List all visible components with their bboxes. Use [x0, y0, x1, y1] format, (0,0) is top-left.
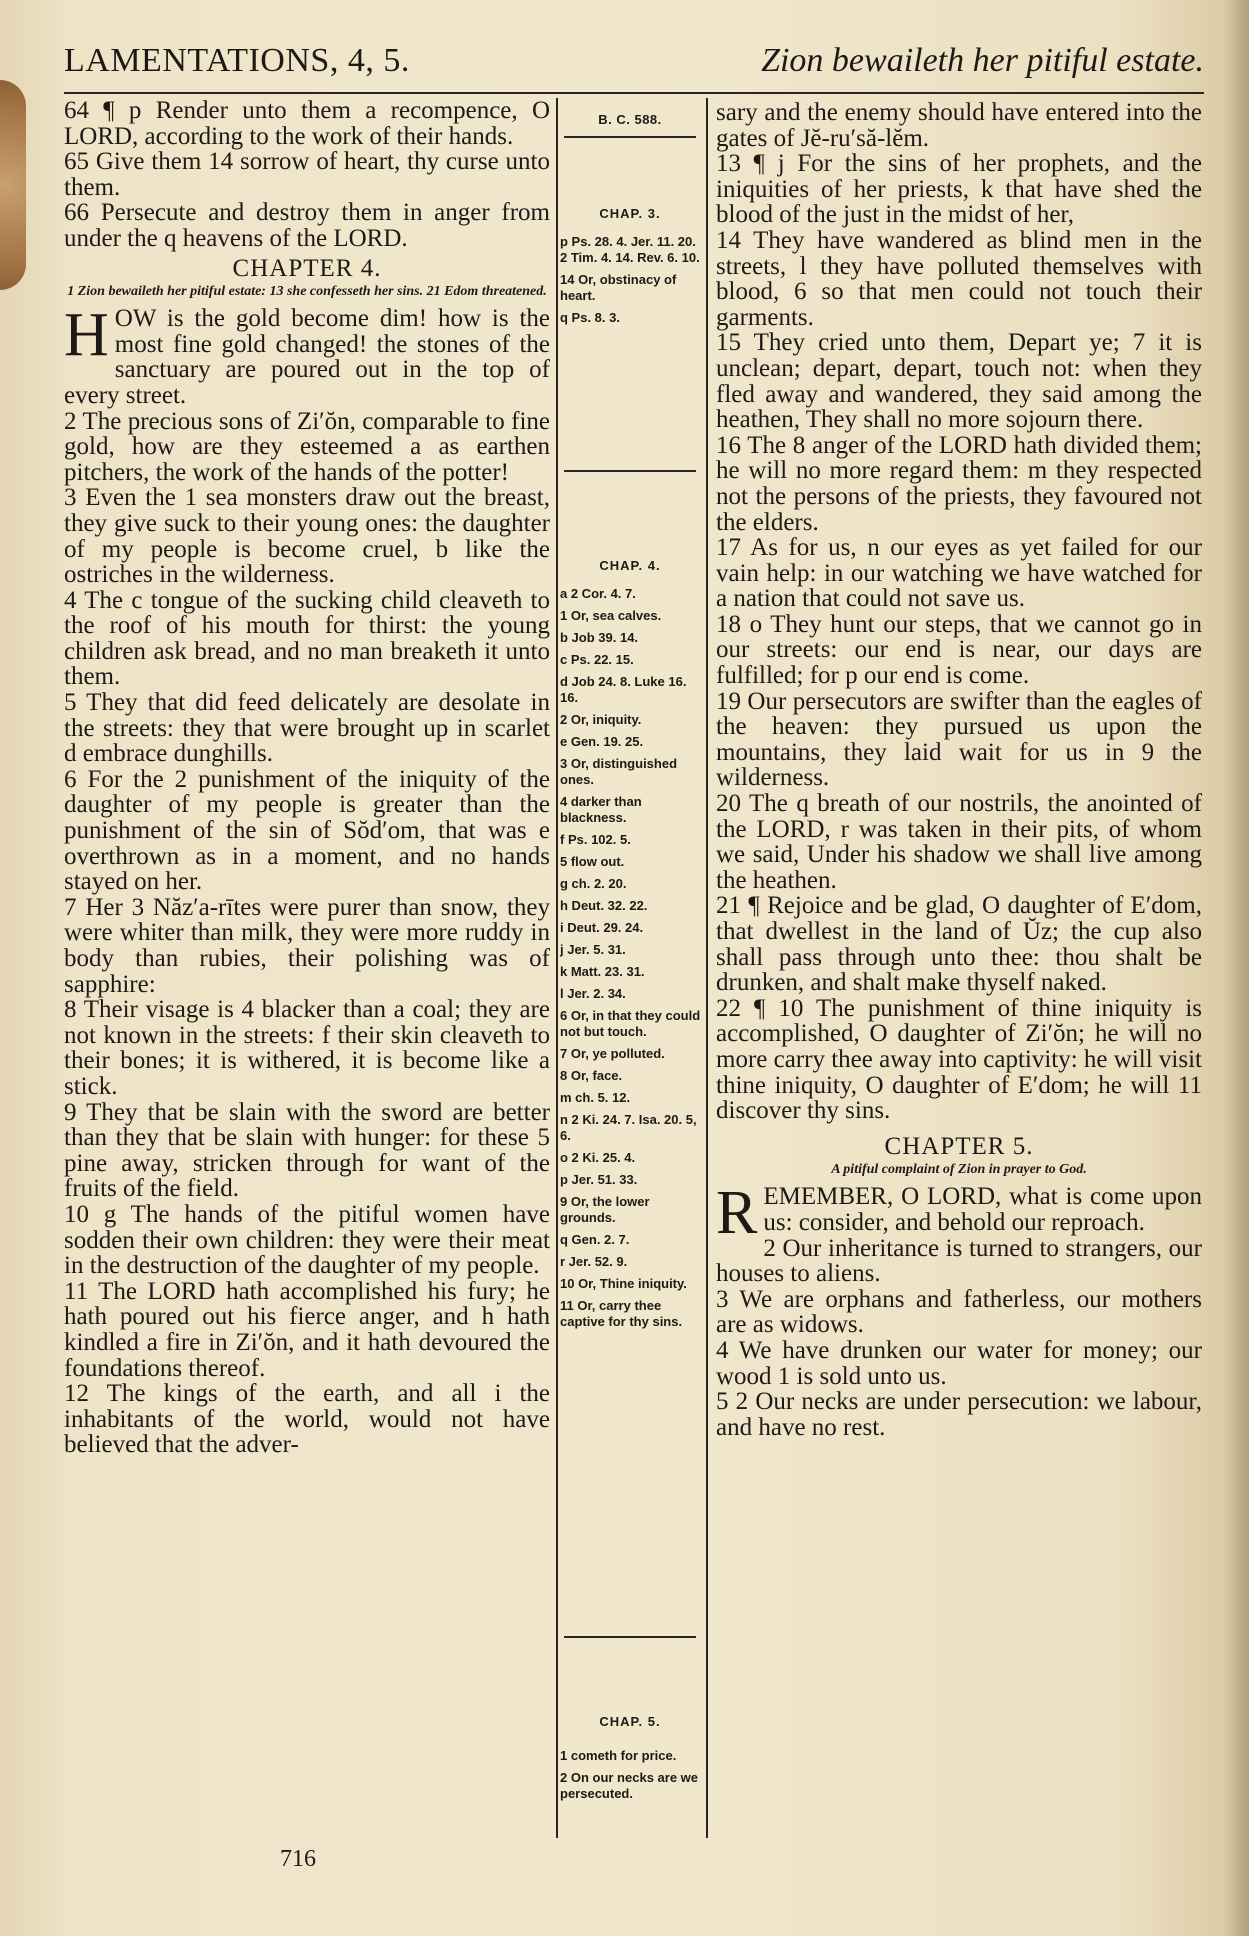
note: f Ps. 102. 5. [560, 832, 631, 847]
note: 9 Or, the lower grounds. [560, 1194, 650, 1225]
verse: 4 The c tongue of the sucking child cleaveth to the roof of his mouth for thirst: the young children ask bread, and no man breaketh it unto them. [64, 586, 550, 691]
verse: 64 ¶ p Render unto them a recompence, O LORD, according to the work of their hands. [64, 97, 550, 150]
verse: 13 ¶ j For the sins of her prophets, and the iniquities of her priests, k that have shed the blood of the just in the midst of her, [716, 150, 1202, 229]
chap-4-notes [560, 586, 704, 1336]
note: 1 Or, sea calves. [560, 608, 662, 623]
note: b Job 39. 14. [560, 630, 639, 645]
note: 6 Or, in that they could not but touch. [560, 1008, 701, 1039]
ref-rule [564, 470, 696, 472]
note: h Deut. 32. 22. [560, 898, 648, 913]
page-number: 716 [280, 1846, 316, 1872]
drop-cap: H [64, 301, 109, 370]
chapter-5-heading: CHAPTER 5. [884, 1132, 1034, 1160]
chapter-5-summary: A pitiful complaint of Zion in prayer to God. [831, 1162, 1087, 1178]
verse: 2 The precious sons of Zi′ŏn, comparable to fine gold, how are they esteemed a as earthen pitchers, the work of the hands of the potter! [64, 407, 550, 486]
note: 5 flow out. [560, 854, 625, 869]
note: 14 Or, obstinacy of heart. [560, 272, 677, 303]
chapter-4-summary: 1 Zion bewaileth her pitiful estate: 13 she confesseth her sins. 21 Edom threatened. [67, 284, 547, 300]
note: 7 Or, ye polluted. [560, 1046, 665, 1061]
verse: 4 We have drunken our water for money; our wood 1 is sold unto us. [716, 1336, 1202, 1390]
note: p Jer. 51. 33. [560, 1172, 638, 1187]
note: p Ps. 28. 4. Jer. 11. 20. 2 Tim. 4. 14. Rev. 6. 10. [560, 234, 700, 265]
verse: 21 ¶ Rejoice and be glad, O daughter of E′dom, that dwellest in the land of Ŭz; the cup also shall pass through unto thee: thou shalt be drunken, and shalt make thyself naked. [716, 892, 1202, 997]
verse-1: REMEMBER, O LORD, what is come upon us: consider, and behold our reproach. [716, 1179, 1202, 1248]
note: i Deut. 29. 24. [560, 920, 644, 935]
chap-5-notes [560, 1748, 704, 1808]
verse: 5 They that did feed delicately are desolate in the streets: they that were brought up in scarlet d embrace dunghills. [64, 689, 550, 768]
note: m ch. 5. 12. [560, 1090, 631, 1105]
note: 11 Or, carry thee captive for thy sins. [560, 1298, 683, 1329]
note: k Matt. 23. 31. [560, 964, 645, 979]
note: c Ps. 22. 15. [560, 652, 634, 667]
note: 10 Or, Thine iniquity. [560, 1276, 687, 1291]
verse: 5 2 Our necks are under persecution: we labour, and have no rest. [716, 1388, 1202, 1441]
left-text-column [64, 98, 550, 1458]
note: 3 Or, distinguished ones. [560, 756, 678, 787]
date-label: B. C. 588. [598, 112, 662, 127]
verse: 3 Even the 1 sea monsters draw out the breast, they give suck to their young ones: the daughter of my people is become cruel, b like the ostriches in the wilderness. [64, 484, 550, 589]
verse: 66 Persecute and destroy them in anger from under the q heavens of the LORD. [64, 199, 550, 252]
note: g ch. 2. 20. [560, 876, 627, 891]
chap-3-label: CHAP. 3. [599, 206, 661, 221]
thumb-shadow [0, 80, 26, 290]
verse: 2 Our inheritance is turned to strangers, our houses to aliens. [716, 1234, 1202, 1288]
chap-5-label: CHAP. 5. [599, 1714, 661, 1729]
verse: 6 For the 2 punishment of the iniquity of the daughter of my people is greater than the punishment of the sin of Sŏd′om, that was e overthrown as in a moment, and no hands stayed on her. [64, 765, 550, 896]
note: d Job 24. 8. Luke 16. 16. [560, 674, 687, 705]
verse: 65 Give them 14 sorrow of heart, thy curse unto them. [64, 148, 550, 201]
verse: 22 ¶ 10 The punishment of thine iniquity is accomplished, O daughter of Zi′ŏn; he will no more carry thee away into captivity: he will visit thine iniquity, O daughter of E′dom; he will 11 discover thy sins. [716, 994, 1202, 1125]
note: j Jer. 5. 31. [560, 942, 626, 957]
verse: 3 We are orphans and fatherless, our mothers are as widows. [716, 1285, 1202, 1339]
verse: 17 As for us, n our eyes as yet failed for our vain help: in our watching we have watched for a nation that could not save us. [716, 534, 1202, 613]
reference-column [556, 98, 704, 1858]
verse: 7 Her 3 Năz′a-rītes were purer than snow, they were whiter than milk, they were more ruddy in body than rubies, their polishing was of sapphire: [64, 893, 550, 998]
note: 2 On our necks are we persecuted. [560, 1770, 699, 1801]
page-edge-shadow [1223, 0, 1249, 1936]
note: 2 Or, iniquity. [560, 712, 642, 727]
note: e Gen. 19. 25. [560, 734, 644, 749]
note: o 2 Ki. 25. 4. [560, 1150, 636, 1165]
note: q Gen. 2. 7. [560, 1232, 630, 1247]
verse: 9 They that be slain with the sword are better than they that be slain with hunger: for these 5 pine away, stricken through for want of the fruits of the field. [64, 1098, 550, 1203]
note: a 2 Cor. 4. 7. [560, 586, 636, 601]
verse: 8 Their visage is 4 blacker than a coal; they are not known in the streets: f their skin cleaveth to their bones; it is withered, it is become like a stick. [64, 996, 550, 1100]
chapter-4-heading: CHAPTER 4. [232, 254, 382, 282]
verse: 12 The kings of the earth, and all i the inhabitants of the world, would not have believed that the adver- [64, 1380, 550, 1459]
note: q Ps. 8. 3. [560, 310, 620, 325]
verse: 18 o They hunt our steps, that we cannot go in our streets: our end is near, our days are fulfilled; for p our end is come. [716, 610, 1202, 690]
page-heading: Zion bewaileth her pitiful estate. [761, 42, 1204, 79]
verse: sary and the enemy should have entered into the gates of Jĕ-ru′să-lĕm. [716, 99, 1202, 152]
verse: 16 The 8 anger of the LORD hath divided them; he will no more regard them: m they respected not the persons of the priests, they favoured not the elders. [716, 431, 1202, 536]
verse: 19 Our persecutors are swifter than the eagles of the heaven: they pursued us upon the mountains, they laid wait for us in 9 the wilderness. [716, 687, 1202, 792]
note: 8 Or, face. [560, 1068, 623, 1083]
book-title: LAMENTATIONS, 4, 5. [64, 42, 410, 79]
verse-1: HOW is the gold become dim! how is the most fine gold changed! the stones of the sanctuary are poured out in the top of every street. [64, 301, 550, 409]
verse: 10 g The hands of the pitiful women have sodden their own children: they were their meat in the destruction of the daughter of my people. [64, 1200, 550, 1280]
running-header [64, 42, 1204, 92]
note: r Jer. 52. 9. [560, 1254, 628, 1269]
chap-3-notes [560, 234, 704, 332]
ref-rule [564, 136, 696, 138]
verse: 11 The LORD hath accomplished his fury; he hath poured out his fierce anger, and h hath kindled a fire in Zi′ŏn, and it hath devoured the foundations thereof. [64, 1277, 550, 1382]
chap-4-label: CHAP. 4. [599, 558, 661, 573]
verse: 14 They have wandered as blind men in the streets, l they have polluted themselves with blood, 6 so that men could not touch their garments. [716, 226, 1202, 331]
drop-cap: R [716, 1179, 758, 1248]
note: l Jer. 2. 34. [560, 986, 626, 1001]
note: n 2 Ki. 24. 7. Isa. 20. 5, 6. [560, 1112, 697, 1143]
verse: 20 The q breath of our nostrils, the anointed of the LORD, r was taken in their pits, of whom we said, Under his shadow we shall live among the heathen. [716, 790, 1202, 894]
right-text-column [716, 100, 1202, 1440]
note: 4 darker than blackness. [560, 794, 642, 825]
ref-rule [564, 1636, 696, 1638]
column-divider-right [706, 98, 708, 1838]
note: 1 cometh for price. [560, 1748, 677, 1763]
header-rule [64, 92, 1204, 94]
verse: 15 They cried unto them, Depart ye; 7 it is unclean; depart, depart, touch not: when they fled away and wandered, they said among the heathen, They shall no more sojourn there. [716, 329, 1202, 434]
